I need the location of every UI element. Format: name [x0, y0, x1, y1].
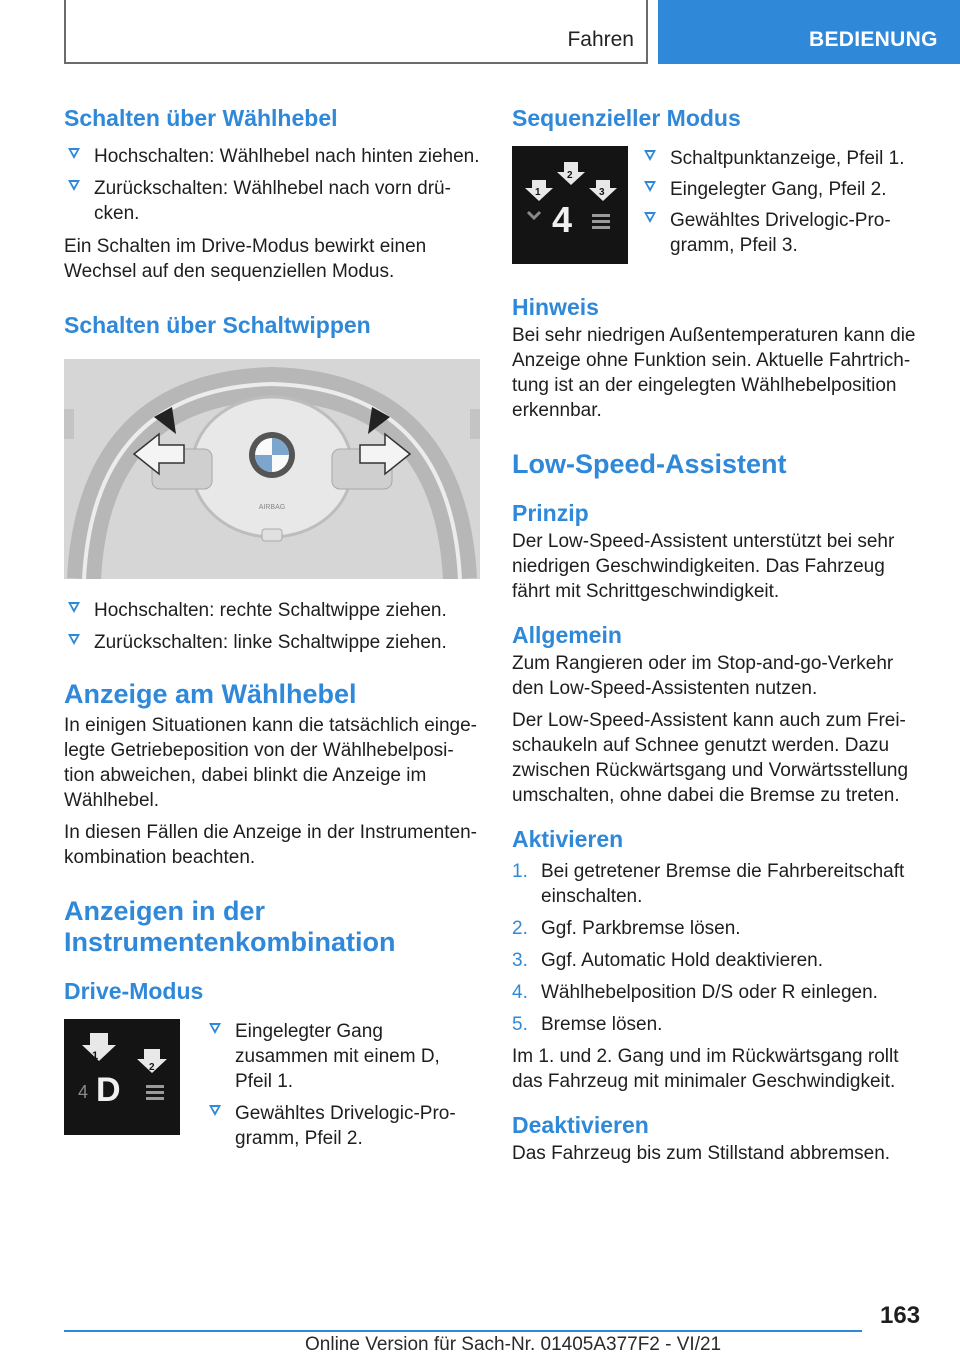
- triangle-bullet-icon: [209, 1105, 221, 1116]
- triangle-bullet-icon: [68, 634, 80, 645]
- heading-allgemein: Allgemein: [512, 622, 622, 648]
- triangle-bullet-icon: [68, 148, 80, 159]
- svg-text:4: 4: [552, 199, 573, 240]
- footer-divider: [64, 1330, 862, 1332]
- paragraph: Bei sehr niedrigen Außentemperaturen kann die Anzeige ohne Funktion sein. Aktuelle Fahrtrich- tung ist an der eingelegten Wählhebelposition erkennbar.: [512, 325, 916, 421]
- heading-aktivieren: Aktivieren: [512, 826, 624, 852]
- heading-drive-modus: Drive-Modus: [64, 978, 204, 1004]
- paragraph: Der Low-Speed-Assistent unterstützt bei sehr niedrigen Geschwindigkeiten. Das Fahrzeug fährt mit Schrittgeschwindigkeit.: [512, 531, 895, 602]
- list-item: Hochschalten: rechte Schaltwippe ziehen.: [64, 598, 480, 623]
- sequential-mode-list: [628, 146, 928, 264]
- paragraph: Im 1. und 2. Gang und im Rückwärtsgang rollt das Fahrzeug mit minimaler Geschwindigkeit.: [512, 1046, 899, 1092]
- svg-text:D: D: [96, 1071, 121, 1109]
- triangle-bullet-icon: [644, 212, 656, 223]
- paragraph: Das Fahrzeug bis zum Stillstand abbremsen.: [512, 1143, 891, 1164]
- list-item: Gewähltes Drivelogic-Pro- gramm, Pfeil 2.: [205, 1101, 480, 1151]
- triangle-bullet-icon: [209, 1023, 221, 1034]
- sequential-mode-row: [512, 146, 928, 264]
- footer-text: Online Version für Sach-Nr. 01405A377F2 - VI/21: [305, 1334, 722, 1355]
- svg-text:1: 1: [92, 1050, 99, 1062]
- list-item: Zurückschalten: Wählhebel nach vorn drü- cken.: [64, 176, 480, 226]
- step-item: 3. Ggf. Automatic Hold deaktivieren.: [512, 950, 823, 971]
- drive-mode-list: [180, 1019, 480, 1151]
- triangle-bullet-icon: [68, 180, 80, 191]
- paragraph: Zum Rangieren oder im Stop-and-go-Verkehr den Low-Speed-Assistenten nutzen.: [512, 653, 894, 699]
- triangle-bullet-icon: [644, 181, 656, 192]
- page-number: 163: [880, 1302, 921, 1329]
- heading-schalten-waehlhebel: Schalten über Wählhebel: [64, 105, 338, 131]
- left-column: [64, 96, 480, 1151]
- drive-mode-display-image: [64, 1019, 180, 1135]
- paragraph: Der Low-Speed-Assistent kann auch zum Frei- schaukeln auf Schnee genutzt werden. Dazu zwischen Rückwärtsgang und Vorwärtsstellung umschalten, ohne dabei die Bremse zu treten.: [512, 710, 909, 806]
- sequential-mode-display-image: [512, 146, 628, 264]
- header-chapter-box: [64, 0, 648, 64]
- heading-low-speed-assistent: Low-Speed-Assistent: [512, 449, 787, 479]
- header-section-tab[interactable]: [658, 0, 960, 64]
- drive-mode-row: [64, 1019, 480, 1151]
- heading-schaltwippen: Schalten über Schaltwippen: [64, 312, 371, 338]
- heading-hinweis: Hinweis: [512, 294, 599, 320]
- heading-anzeigen-instrumentenkombination: Anzeigen in der Instrumentenkombination: [64, 896, 396, 957]
- heading-prinzip: Prinzip: [512, 500, 589, 526]
- svg-text:1: 1: [535, 187, 541, 198]
- svg-text:2: 2: [567, 170, 573, 181]
- header-chapter-label: Fahren: [567, 28, 634, 51]
- list-item: Eingelegter Gang, Pfeil 2.: [640, 177, 928, 202]
- svg-text:3: 3: [599, 187, 605, 198]
- step-item: 2. Ggf. Parkbremse lösen.: [512, 918, 741, 939]
- right-column: [512, 96, 928, 1166]
- list-item: Eingelegter Gang zusammen mit einem D, Pfeil 1.: [205, 1019, 480, 1094]
- steering-wheel-image: [64, 359, 480, 579]
- triangle-bullet-icon: [644, 150, 656, 161]
- step-item: 5. Bremse lösen.: [512, 1014, 663, 1035]
- list-item: Hochschalten: Wählhebel nach hinten ziehen.: [64, 144, 480, 169]
- header-section-label: BEDIENUNG: [809, 28, 938, 51]
- list-item: Schaltpunktanzeige, Pfeil 1.: [640, 146, 928, 171]
- paragraph: Ein Schalten im Drive-Modus bewirkt einen Wechsel auf den sequenziellen Modus.: [64, 236, 427, 282]
- step-item: 1. Bei getretener Bremse die Fahrbereitschaft einschalten.: [512, 861, 905, 907]
- list-item: Zurückschalten: linke Schaltwippe ziehen.: [64, 630, 480, 655]
- paragraph: In diesen Fällen die Anzeige in der Instrumenten- kombination beachten.: [64, 822, 477, 868]
- svg-text:4: 4: [78, 1082, 89, 1102]
- heading-deaktivieren: Deaktivieren: [512, 1112, 649, 1138]
- list-item: Gewähltes Drivelogic-Pro- gramm, Pfeil 3.: [640, 208, 928, 258]
- heading-anzeige-waehlhebel: Anzeige am Wählhebel: [64, 679, 357, 709]
- svg-text:AIRBAG: AIRBAG: [258, 504, 286, 511]
- step-item: 4. Wählhebelposition D/S oder R einlegen.: [512, 982, 878, 1003]
- svg-text:2: 2: [149, 1062, 155, 1073]
- triangle-bullet-icon: [68, 602, 80, 613]
- paragraph: In einigen Situationen kann die tatsächlich einge- legte Getriebeposition von der Wählhebelposi- tion abweichen, dabei blinkt die Anzeige im Wählhebel.: [64, 715, 478, 811]
- heading-sequenzieller-modus: Sequenzieller Modus: [512, 105, 741, 131]
